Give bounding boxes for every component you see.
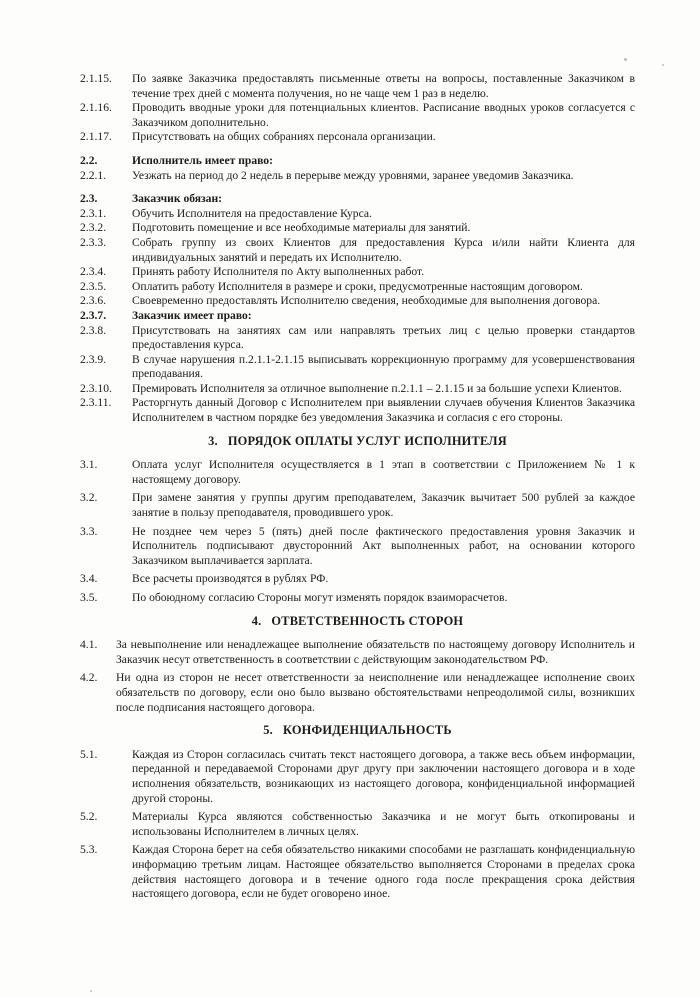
clause-number: 2.1.15. [80,72,112,85]
clause-text: Собрать группу из своих Клиентов для предоставления Курса и/или найти Клиента для индивидуальных занятий и передать их Исполнителю. [132,235,635,264]
clause-number: 2.2.1. [80,168,107,182]
clause-number: 2.3. [80,192,98,206]
clause-text: Все расчеты производятся в рублях РФ. [132,572,329,586]
clause-number: 4.1. [80,638,98,652]
clause-text: За невыполнение или ненадлежащее выполнение обязательств по настоящему договору Исполнитель и Заказчик несут ответственность в соответствии с действующим законодательством РФ. [116,638,635,666]
section-3-items [80,458,635,605]
clause-item [80,101,635,130]
clause-text: Обучить Исполнителя на предоставление Курса. [132,206,372,220]
clause-text: Принять работу Исполнителя по Акту выполненных работ. [132,265,425,279]
section-number: 3. [208,433,218,448]
clause-text: Присутствовать на занятиях сам или направлять третьих лиц с целью проверки стандартов предоставления курса. [132,323,635,352]
clause-item [80,353,635,382]
clause-item [80,638,635,667]
clause-number: 2.3.10. [80,381,112,395]
clause-item [80,207,635,222]
section-2-3-items [80,207,635,309]
clause-text: Премировать Исполнителя за отличное выполнение п.2.1.1 – 2.1.15 и за большие успехи Клиентов. [132,381,622,395]
clause-text: По обоюдному согласию Стороны могут изменять порядок взаиморасчетов. [132,591,508,604]
clause-number: 3.5. [80,591,98,604]
clause-number: 2.3.6. [80,294,107,308]
clause-number: 3.4. [80,572,98,586]
clause-number: 3.1. [80,458,98,472]
clause-item [80,280,635,295]
clause-number: 3.2. [80,491,98,505]
clause-item [80,810,635,839]
clause-item [80,843,635,901]
clause-item [80,236,635,265]
subsection-heading-2-2 [80,154,635,169]
clause-item [80,72,635,101]
section-number: 5. [263,723,273,738]
clause-number: 2.1.16. [80,101,112,115]
document-body [80,72,635,902]
clause-item [80,294,635,309]
clause-item [80,525,635,569]
clause-number: 2.3.2. [80,221,107,235]
clause-number: 2.3.7. [80,308,107,322]
clause-text: По заявке Заказчика предоставлять письменные ответы на вопросы, поставленные Заказчиком в течение трех дней с момента получения, но не чаще чем 1 раз в неделю. [132,72,635,100]
subsection-title: Исполнитель имеет право: [132,153,273,167]
clause-text: Подготовить помещение и все необходимые материалы для занятий. [132,221,471,235]
clause-number: 5.1. [80,747,98,761]
section-2-1-items [80,72,635,145]
clause-item [80,591,635,606]
subsection-heading-2-3 [80,192,635,207]
clause-number: 2.3.11. [80,396,112,410]
clause-number: 3.3. [80,524,98,538]
clause-text: В случае нарушения п.2.1.1-2.1.15 выписывать коррекционную программу для усовершенствования преподавания. [132,352,635,381]
clause-item [80,169,635,184]
scan-speck [662,64,664,66]
section-title: ПОРЯДОК ОПЛАТЫ УСЛУГ ИСПОЛНИТЕЛЯ [227,433,507,448]
clause-text: Расторгнуть данный Договор с Исполнителем при выявлении случаев обучения Клиентов Заказчика Исполнителем в частном порядке без уведомления Заказчика и согласия с его стороны. [132,396,635,425]
clause-number: 5.2. [80,810,98,824]
clause-item [80,748,635,806]
clause-text: Своевременно предоставлять Исполнителю сведения, необходимые для выполнения договора. [132,294,601,308]
clause-text: Оплатить работу Исполнителя в размере и сроки, предусмотренные настоящим договором. [132,279,583,293]
section-heading-4 [80,614,635,629]
clause-number: 4.2. [80,671,98,685]
clause-item [80,265,635,280]
clause-item [80,491,635,520]
subsection-heading-2-3-7 [80,309,635,324]
clause-text: Уезжать на период до 2 недель в перерыве между уровнями, заранее уведомив Заказчика. [132,168,574,182]
clause-item [80,396,635,425]
clause-item [80,130,635,145]
subsection-title: Заказчик имеет право: [132,308,252,322]
clause-number: 2.1.17. [80,130,112,144]
section-title: КОНФИДЕНЦИАЛЬНОСТЬ [282,723,452,738]
clause-number: 2.3.9. [80,352,107,366]
clause-number: 2.3.3. [80,235,107,249]
section-number: 4. [251,613,262,628]
section-heading-3 [80,434,635,449]
clause-number: 2.3.8. [80,323,107,337]
clause-item [80,458,635,487]
clause-item [80,572,635,587]
clause-item [80,671,635,715]
section-5-items [80,748,635,902]
scan-speck [624,58,627,61]
clause-text: Ни одна из сторон не несет ответственности за неисполнение или ненадлежащее исполнение своих обязательств по договору, если оно было вызвано обстоятельствами непреодолимой силы, возникших после подписания настоящего договора. [116,671,635,714]
clause-item [80,382,635,397]
section-heading-5 [80,723,635,738]
clause-text: Оплата услуг Исполнителя осуществляется в 1 этап в соответствии с Приложением № 1 к настоящему договору. [132,458,635,486]
clause-text: Каждая Сторона берет на себя обязательство никакими способами не разглашать конфиденциальную информацию третьим лицам. Настоящее обязательство выполняется Сторонами в пределах срока действия настоящего договора и в течение одного года после прекращения срока действия настоящего договора, если не будет оговорено иное. [132,843,635,901]
section-4-items [80,638,635,715]
clause-text: Проводить вводные уроки для потенциальных клиентов. Расписание вводных уроков согласуется с Заказчиком дополнительно. [132,101,635,129]
clause-number: 5.3. [80,843,98,857]
clause-text: Не позднее чем через 5 (пять) дней после фактического предоставления уровня Заказчик и Исполнитель подписывают двусторонний Акт выполненных работ, на основании которого Заказчиком выплачивается зарплата. [132,524,635,567]
clause-item [80,324,635,353]
clause-number: 2.3.4. [80,265,107,279]
section-title: ОТВЕТСТВЕННОСТЬ СТОРОН [271,613,464,628]
section-2-3-7-items [80,324,635,426]
clause-item [80,221,635,236]
clause-number: 2.2. [80,153,98,167]
clause-text: Каждая из Сторон согласилась считать текст настоящего договора, а также весь объем информации, переданной и передаваемой Сторонами друг другу при заключении настоящего договора и в ходе исполнения обязательств, возникающих из настоящего договора, конфиденциальной информацией другой стороны. [132,747,635,805]
scan-speck [90,990,92,992]
subsection-title: Заказчик обязан: [132,192,223,206]
clause-number: 2.3.1. [80,206,107,220]
section-2-2-items [80,169,635,184]
clause-text: Присутствовать на общих собраниях персонала организации. [132,130,436,144]
clause-text: Материалы Курса являются собственностью Заказчика и не могут быть откопированы и использованы Исполнителем в личных целях. [132,810,635,838]
clause-text: При замене занятия у группы другим преподавателем, Заказчик вычитает 500 рублей за каждое занятие в пользу преподавателя, проводившего урок. [132,491,635,520]
clause-number: 2.3.5. [80,279,107,293]
